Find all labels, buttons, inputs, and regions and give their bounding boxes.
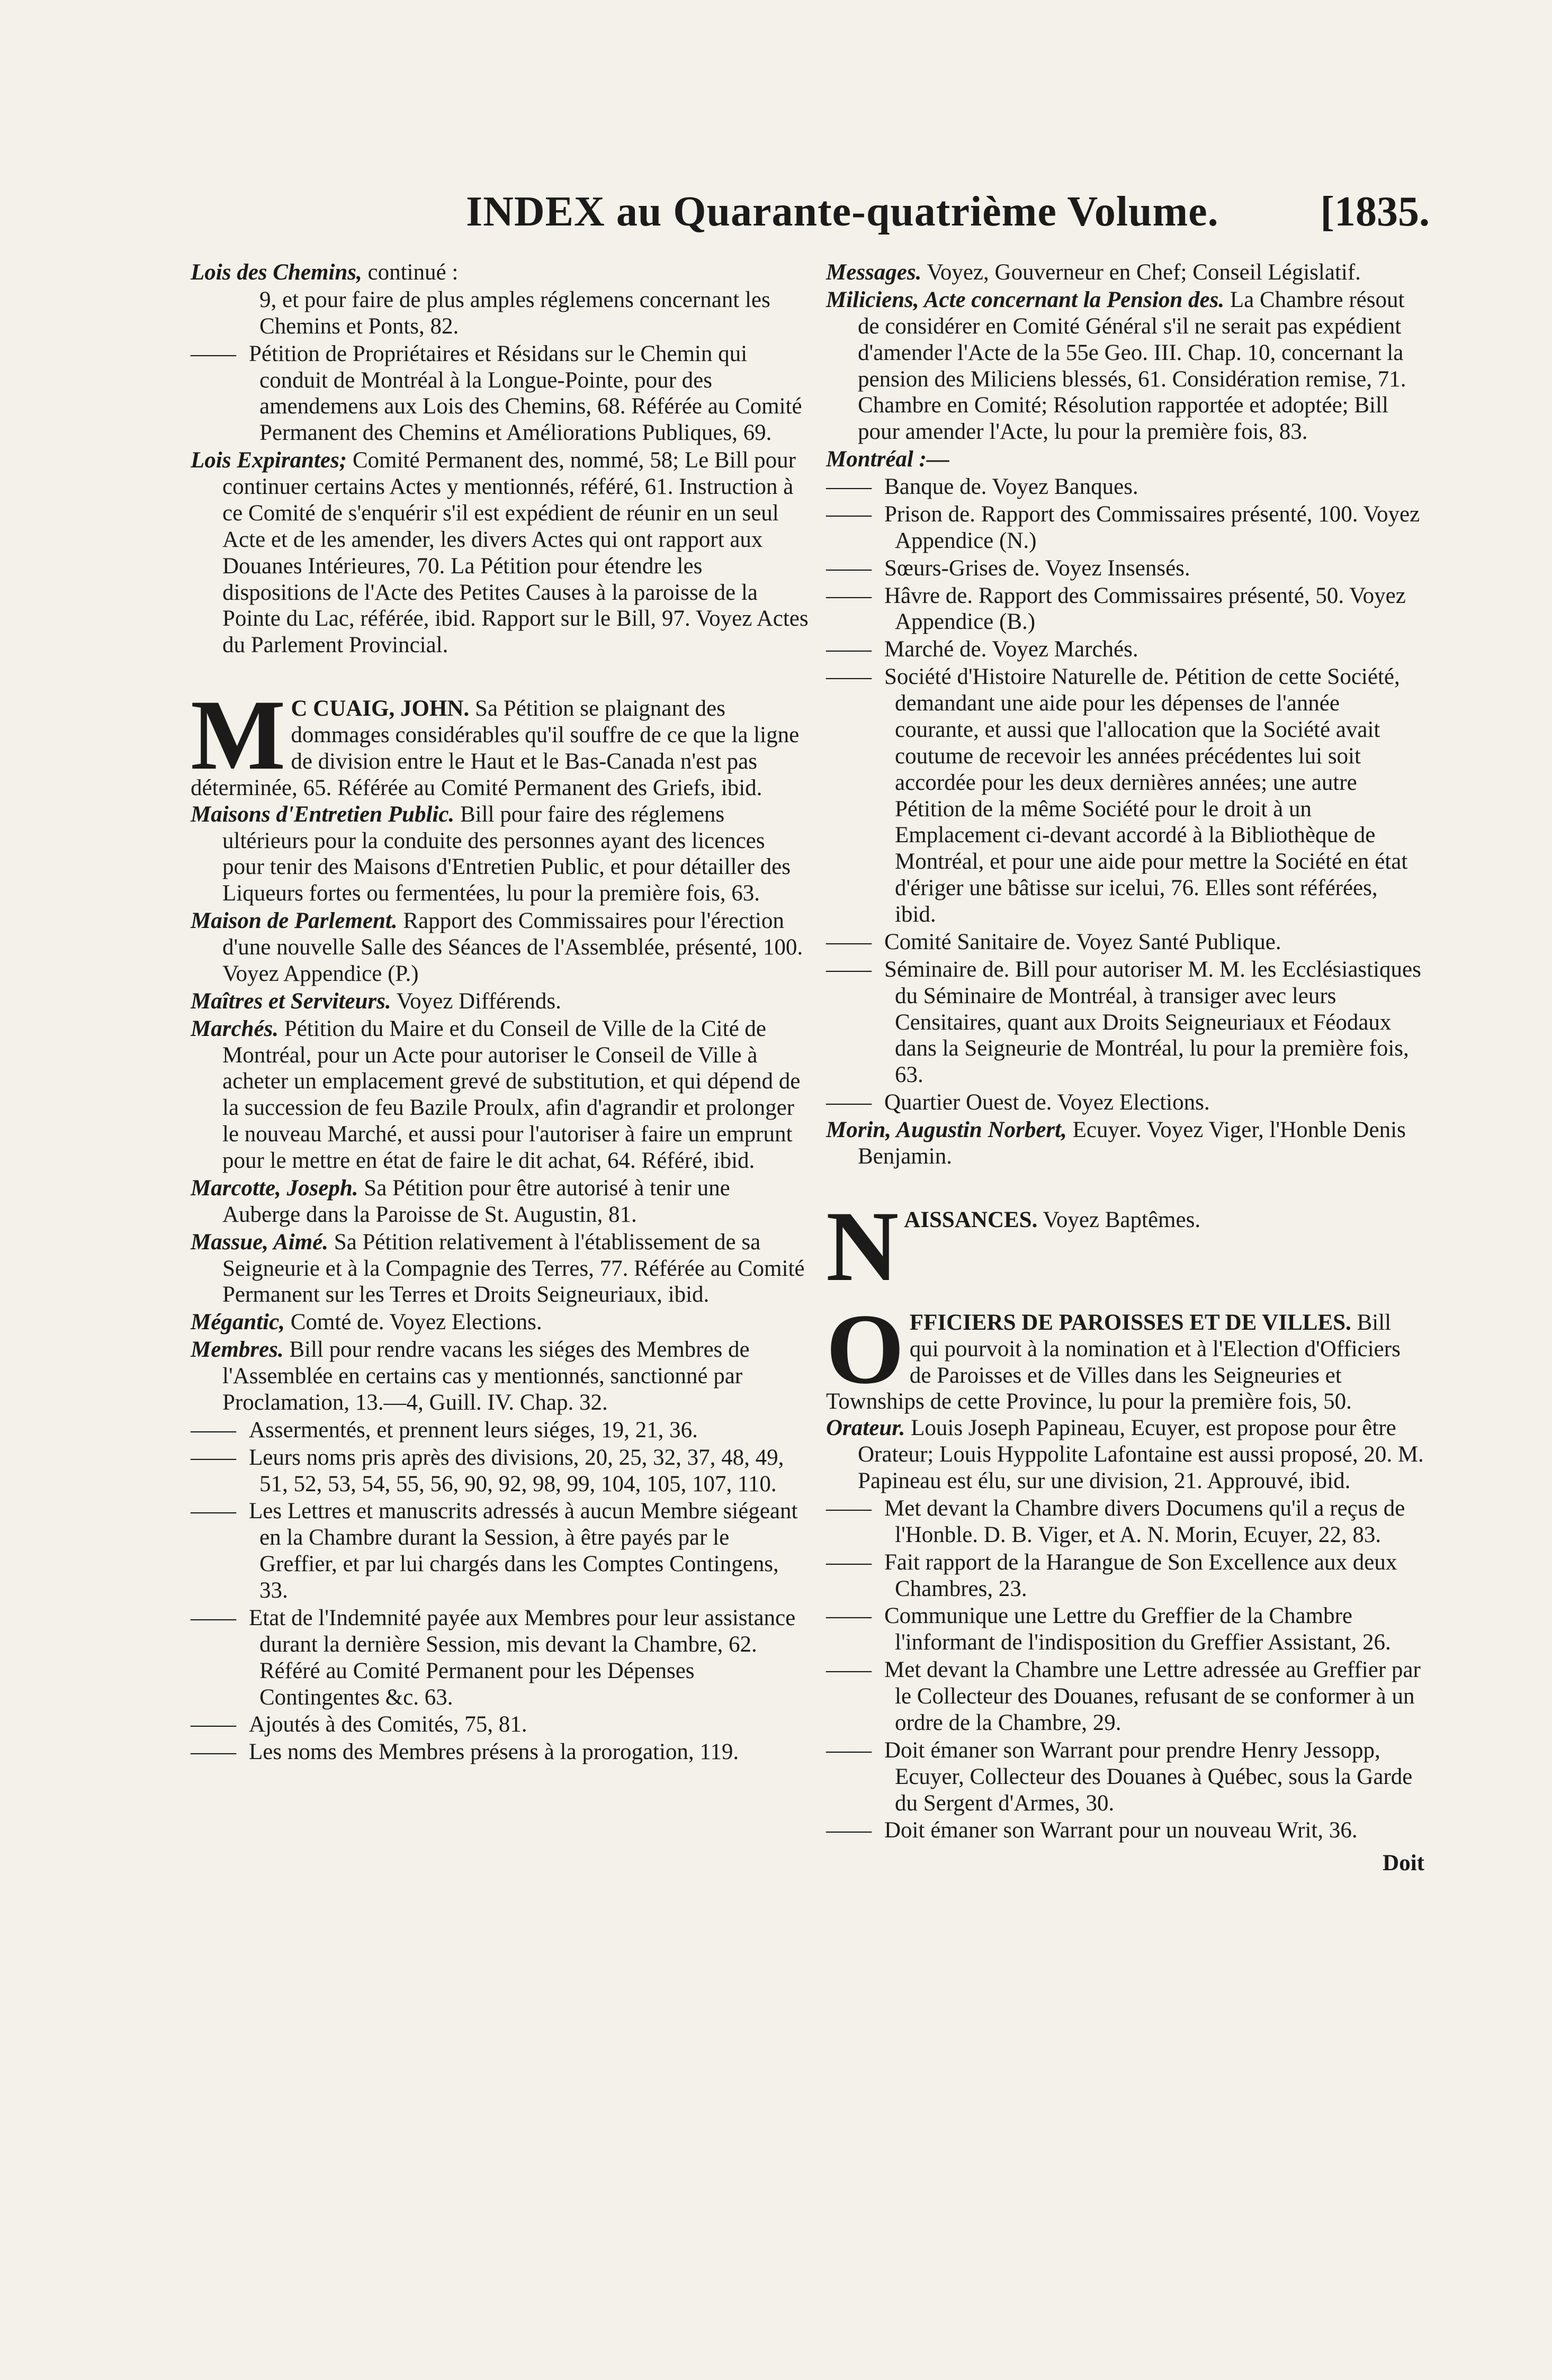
- entry-head: Lois des Chemins,: [191, 260, 362, 285]
- entry-morin: [826, 1117, 1424, 1170]
- sub-entry-text: Séminaire de. Bill pour autoriser M. M. les Ecclésiastiques du Séminaire de Montréal, à transiger avec leurs Censitaires, quant aux Droits Seigneuriaux et Féodaux dans la Seigneurie de Montréal, lu pour la première fois, 63.: [884, 957, 1421, 1088]
- sub-entry: [826, 1817, 1424, 1844]
- right-column: [826, 259, 1424, 1876]
- entry-maitres: [191, 988, 810, 1015]
- entry-lois-chemins: [191, 259, 810, 286]
- dash-mark: ——: [191, 1605, 236, 1630]
- dash-mark: ——: [826, 664, 872, 690]
- sub-entry-text: Sœurs-Grises de. Voyez Insensés.: [884, 555, 1190, 581]
- sub-entry: [826, 1657, 1424, 1736]
- entry-massue: [191, 1229, 810, 1309]
- sub-entry: [826, 555, 1424, 582]
- dash-mark: ——: [826, 555, 872, 581]
- page-year: [1835.: [1320, 188, 1430, 235]
- dash-mark: ——: [191, 341, 236, 366]
- entry-head: Massue, Aimé.: [191, 1229, 329, 1255]
- dash-mark: ——: [826, 474, 872, 499]
- entry-head: Mégantic,: [191, 1310, 285, 1335]
- sub-entry-text: Doit émaner son Warrant pour prendre Henry Jessopp, Ecuyer, Collecteur des Douanes à Québec, sous la Garde du Sergent d'Armes, 30.: [884, 1737, 1413, 1816]
- sub-entry: [191, 341, 810, 447]
- sub-entry: [191, 1498, 810, 1604]
- entry-officiers: [826, 1293, 1424, 1416]
- entry-head: AISSANCES.: [904, 1207, 1038, 1232]
- entry-membres: [191, 1337, 810, 1416]
- entry-head: Marcotte, Joseph.: [191, 1175, 358, 1201]
- entry-orateur: [826, 1415, 1424, 1494]
- entry-text: Comité Permanent des, nommé, 58; Le Bill pour continuer certains Actes y mentionnés, référé, 61. Instruction à ce Comité de s'enquérir s'il est expédient de réunir en un seul Acte et de les amender, les divers Actes qui ont rapport aux Douanes Intérieures, 70. La Pétition pour étendre les dispositions de l'Acte des Petites Causes à la paroisse de la Pointe du Lac, référée, ibid. Rapport sur le Bill, 97. Voyez Actes du Parlement Provincial.: [222, 448, 809, 658]
- entry-head: Miliciens, Acte concernant la Pension des.: [826, 287, 1225, 312]
- sub-entry: [826, 636, 1424, 663]
- entry-text: Rapport des Commissaires pour l'érection d'une nouvelle Salle des Séances de l'Assemblée, présenté, 100. Voyez Appendice (P.): [222, 908, 803, 986]
- entry-head: Messages.: [826, 260, 922, 285]
- dash-mark: ——: [191, 1739, 236, 1765]
- entry-head: Montréal :—: [826, 447, 949, 472]
- catchword: Doit: [1383, 1851, 1424, 1876]
- entry-head: Maison de Parlement.: [191, 908, 398, 934]
- sub-entry-text: Quartier Ouest de. Voyez Elections.: [884, 1090, 1210, 1115]
- entry-text: 9, et pour faire de plus amples réglemens concernant les Chemins et Ponts, 82.: [259, 287, 770, 339]
- sub-entry: [826, 1089, 1424, 1116]
- dash-mark: ——: [826, 1818, 872, 1843]
- sub-entry-text: Société d'Histoire Naturelle de. Pétition de cette Société, demandant une aide pour les dépenses de l'année courante, et aussi que l'allocation que la Société avait coutume de recevoir les années précédentes lui soit accordée pour les deux dernières années; une autre Pétition de la même Société pour le droit à un Emplacement ci-devant accordé à la Bibliothèque de Montréal, et pour une aide pour mettre la Société en état d'ériger une bâtisse sur icelui, 76. Elles sont référées, ibid.: [884, 664, 1408, 927]
- dash-mark: ——: [826, 1603, 872, 1629]
- entry-montreal: [826, 446, 1424, 473]
- sub-entry: [826, 583, 1424, 636]
- sub-entry-text: Met devant la Chambre divers Documens qu'il a reçus de l'Honble. D. B. Viger, et A. N. Morin, Ecuyer, 22, 83.: [884, 1495, 1405, 1547]
- entry-head: Lois Expirantes;: [191, 448, 347, 473]
- entry-head: Membres.: [191, 1337, 284, 1363]
- entry-text: Ecuyer. Voyez Viger, l'Honble Denis Benjamin.: [858, 1117, 1406, 1169]
- dash-mark: ——: [826, 957, 872, 982]
- dash-mark: ——: [826, 1657, 872, 1683]
- entry-text: La Chambre résout de considérer en Comité Général s'il ne serait pas expédient d'amender l'Acte de la 55e Geo. III. Chap. 10, concernant la pension des Miliciens blessés, 61. Considération remise, 71. Chambre en Comité; Résolution rapportée et adoptée; Bill pour amender l'Acte, lu pour la première fois, 83.: [858, 287, 1406, 445]
- entry-text: Bill pour rendre vacans les siéges des Membres de l'Assemblée en certains cas y mentionnés, sanctionné par Proclamation, 13.—4, Guill. IV. Chap. 32.: [222, 1337, 750, 1415]
- dash-mark: ——: [826, 1549, 872, 1575]
- dash-mark: ——: [826, 1737, 872, 1763]
- entry-maison-parlement: [191, 908, 810, 987]
- sub-entry: [191, 1711, 810, 1738]
- section-m: [191, 680, 810, 801]
- sub-entry-text: Hâvre de. Rapport des Commissaires présenté, 50. Voyez Appendice (B.): [884, 583, 1406, 635]
- entry-text: Bill qui pourvoit à la nomination et à l'Election d'Officiers de Paroisses et de Villes dans les Seigneuries et Townships de cette Province, lu pour la première fois, 50.: [826, 1310, 1401, 1414]
- sub-entry: [826, 957, 1424, 1088]
- entry-head: Maîtres et Serviteurs.: [191, 988, 391, 1014]
- sub-entry: [826, 1603, 1424, 1656]
- dash-mark: ——: [191, 1445, 236, 1470]
- entry-lois-expirantes: [191, 447, 810, 659]
- drop-letter: M: [191, 680, 286, 791]
- sub-entry-text: Communique une Lettre du Greffier de la Chambre l'informant de l'indisposition du Greffier Assistant, 26.: [884, 1603, 1391, 1655]
- dash-mark: ——: [191, 1499, 236, 1524]
- entry-megantic: [191, 1309, 810, 1336]
- entry-miliciens: [826, 287, 1424, 445]
- entry-naissances: [826, 1207, 1424, 1283]
- sub-entry-text: Leurs noms pris après des divisions, 20, 25, 32, 37, 48, 49, 51, 52, 53, 54, 55, 56, 90, 92, 98, 99, 104, 105, 107, 110.: [249, 1445, 784, 1496]
- section-n: [826, 1207, 1424, 1283]
- page-header: [466, 188, 1430, 246]
- entry-text: Sa Pétition pour être autorisé à tenir une Auberge dans la Paroisse de St. Augustin, 81.: [222, 1175, 730, 1227]
- entry-text: Pétition du Maire et du Conseil de Ville de la Cité de Montréal, pour un Acte pour autoriser le Conseil de Ville à acheter un emplacement grevé de substitution, et qui dépend de la succession de feu Bazile Proulx, afin d'agrandir et prolonger le nouveau Marché, et aussi pour l'autoriser à faire un emprunt pour le mettre en état de faire le dit achat, 64. Référé, ibid.: [222, 1016, 801, 1173]
- sub-entry-text: Assermentés, et prennent leurs siéges, 19, 21, 36.: [249, 1417, 698, 1443]
- sub-entry: [826, 1737, 1424, 1817]
- drop-letter: N: [826, 1206, 899, 1283]
- dash-mark: ——: [826, 1495, 872, 1521]
- sub-entry-text: Met devant la Chambre une Lettre adressée au Greffier par le Collecteur des Douanes, refusant de se conformer à un ordre de la Chambre, 29.: [884, 1657, 1421, 1735]
- entry-marches: [191, 1016, 810, 1174]
- sub-entry-text: Marché de. Voyez Marchés.: [884, 637, 1138, 662]
- entry-text: Voyez, Gouverneur en Chef; Conseil Législatif.: [921, 260, 1361, 285]
- entry-text: Bill pour faire des réglemens ultérieurs pour la conduite des personnes ayant des licences pour tenir des Maisons d'Entretien Public, et pour détailler des Liqueurs fortes ou fermentées, lu pour la première fois, 63.: [222, 801, 791, 906]
- sub-entry-text: Fait rapport de la Harangue de Son Excellence aux deux Chambres, 23.: [884, 1549, 1397, 1601]
- entry-text: Sa Pétition se plaignant des dommages considérables qu'il souffre de ce que la ligne de division entre le Haut et le Bas-Canada n'est pas déterminée, 65. Référée au Comité Permanent des Griefs, ibid.: [191, 696, 800, 800]
- sub-entry-text: Les Lettres et manuscrits adressés à aucun Membre siégeant en la Chambre durant la Session, à être payés par le Greffier, et par lui chargés dans les Comptes Contingens, 33.: [249, 1499, 798, 1603]
- sub-entry-text: Prison de. Rapport des Commissaires présenté, 100. Voyez Appendice (N.): [884, 501, 1420, 553]
- sub-entry: [826, 1495, 1424, 1548]
- entry-text: Louis Joseph Papineau, Ecuyer, est propose pour être Orateur; Louis Hyppolite Lafontaine est aussi proposé, 20. M. Papineau est élu, sur une division, 21. Approuvé, ibid.: [858, 1416, 1424, 1493]
- left-column: [191, 259, 810, 1766]
- sub-entry: [191, 1605, 810, 1711]
- sub-entry: [826, 501, 1424, 554]
- sub-entry-text: Pétition de Propriétaires et Résidans sur le Chemin qui conduit de Montréal à la Longue-Pointe, pour des amendemens aux Lois des Chemins, 68. Référée au Comité Permanent des Chemins et Améliorations Publiques, 69.: [249, 341, 802, 446]
- page-title: INDEX au Quarante-quatrième Volume.: [466, 188, 1219, 235]
- entry-marcotte: [191, 1175, 810, 1228]
- drop-letter: O: [826, 1293, 904, 1405]
- entry-text: Comté de. Voyez Elections.: [284, 1310, 542, 1335]
- sub-entry: [826, 1549, 1424, 1602]
- section-o: [826, 1293, 1424, 1416]
- sub-entry-text: Les noms des Membres présens à la prorogation, 119.: [249, 1739, 739, 1765]
- sub-entry: [191, 1417, 810, 1444]
- dash-mark: ——: [826, 501, 872, 527]
- entry-maisons: [191, 801, 810, 907]
- sub-entry: [826, 664, 1424, 928]
- sub-entry: [191, 1739, 810, 1765]
- sub-entry-text: Doit émaner son Warrant pour un nouveau Writ, 36.: [884, 1818, 1358, 1843]
- dash-mark: ——: [191, 1417, 236, 1443]
- sub-entry: [826, 474, 1424, 500]
- entry-mc-cuaig: [191, 680, 810, 801]
- entry-tail: continué :: [362, 260, 459, 285]
- sub-entry-text: Comité Sanitaire de. Voyez Santé Publique.: [884, 929, 1281, 954]
- dash-mark: ——: [826, 929, 872, 954]
- entry-text: Voyez Baptêmes.: [1037, 1207, 1201, 1232]
- entry-head: Marchés.: [191, 1016, 279, 1041]
- entry-head: Orateur.: [826, 1416, 905, 1441]
- entry-text: Voyez Différends.: [391, 988, 561, 1014]
- dash-mark: ——: [826, 637, 872, 662]
- entry-head: Maisons d'Entretien Public.: [191, 801, 455, 827]
- entry-head: Morin, Augustin Norbert,: [826, 1117, 1067, 1142]
- entry-head: FFICIERS DE PAROISSES ET DE VILLES.: [909, 1310, 1351, 1335]
- entry-messages: [826, 259, 1424, 286]
- entry-text: Sa Pétition relativement à l'établissement de sa Seigneurie et à la Compagnie des Terres, 77. Référée au Comité Permanent sur les Terres et Droits Seigneuriaux, ibid.: [222, 1229, 805, 1308]
- sub-entry: [826, 929, 1424, 955]
- dash-mark: ——: [826, 1090, 872, 1115]
- sub-entry-text: Etat de l'Indemnité payée aux Membres pour leur assistance durant la dernière Session, mis devant la Chambre, 62. Référé au Comité Permanent pour les Dépenses Contingentes &c. 63.: [249, 1605, 796, 1710]
- sub-entry: [191, 1445, 810, 1498]
- sub-entry-text: Ajoutés à des Comités, 75, 81.: [249, 1712, 527, 1737]
- entry-head: C CUAIG, JOHN.: [291, 696, 470, 722]
- dash-mark: ——: [191, 1712, 236, 1737]
- dash-mark: ——: [826, 583, 872, 608]
- sub-entry-text: Banque de. Voyez Banques.: [884, 474, 1138, 499]
